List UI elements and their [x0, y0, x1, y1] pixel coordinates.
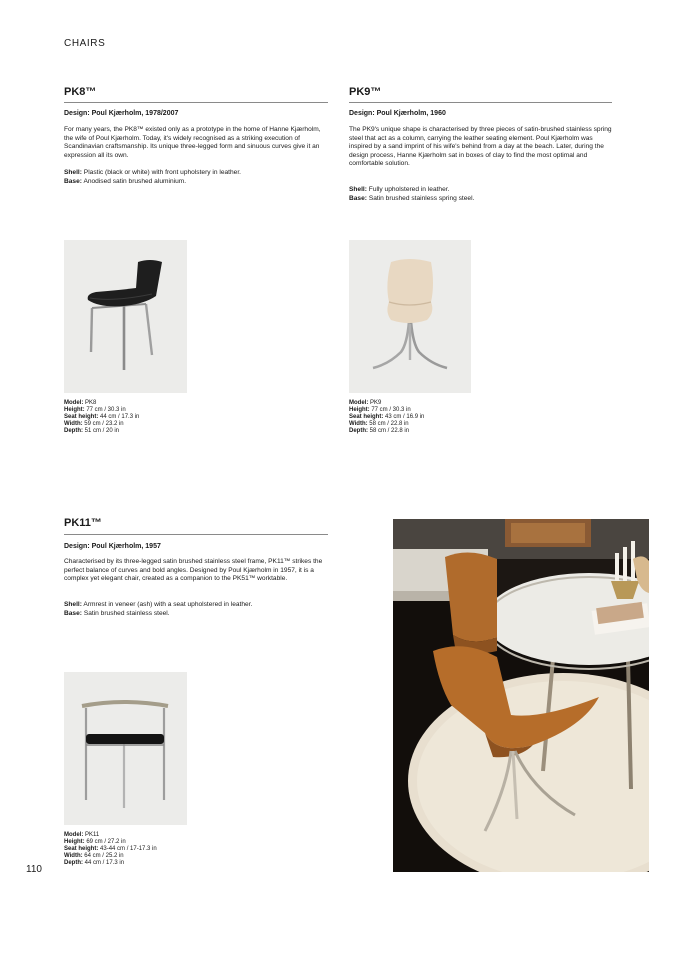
- pk8-spec-label: Width:: [64, 420, 83, 427]
- pk8-designer: Design: Poul Kjærholm, 1978/2007: [64, 110, 179, 117]
- pk9-description: The PK9's unique shape is characterised by three pieces of satin-brushed stainless spring steel that act as a column, carrying the leather seating element. Poul Kjærholm was inspired by a sand imprint of his wife's behind from a day at the beach. Later, during the design process, Hanne Kjærholm sat in boxes of clay to find the most optimal and comfortable solution.: [349, 126, 612, 168]
- interior-lifestyle-photo: [393, 519, 649, 872]
- page-number: 110: [26, 864, 42, 875]
- pk8-base-label: Base:: [64, 177, 82, 185]
- pk9-spec-height: 77 cm / 30.3 in: [371, 406, 411, 413]
- pk9-title: PK9™: [349, 86, 382, 98]
- pk8-shell-label: Shell:: [64, 169, 82, 176]
- pk8-spec-label: Model:: [64, 400, 84, 406]
- pk9-spec-label: Depth:: [349, 427, 368, 434]
- section-label: CHAIRS: [64, 38, 106, 49]
- pk8-spec-seat-height: 44 cm / 17.3 in: [100, 413, 140, 420]
- pk11-spec-label: Depth:: [64, 859, 83, 866]
- pk11-spec-height: 69 cm / 27.2 in: [86, 838, 126, 845]
- pk8-title: PK8™: [64, 86, 97, 98]
- pk9-spec-depth: 58 cm / 22.8 in: [369, 427, 410, 434]
- pk11-rule: [64, 534, 328, 535]
- pk9-base: Satin brushed stainless spring steel.: [368, 194, 475, 202]
- pk8-materials: [64, 169, 326, 186]
- pk11-base: Satin brushed stainless steel.: [83, 609, 170, 617]
- pk9-spec-seat-height: 43 cm / 16.9 in: [385, 413, 425, 420]
- pk8-spec-model: PK8: [85, 400, 97, 406]
- pk8-spec-height: 77 cm / 30.3 in: [86, 406, 126, 413]
- pk9-spec-label: Width:: [349, 420, 368, 427]
- pk11-spec-label: Seat height:: [64, 845, 99, 852]
- pk11-spec-label: Model:: [64, 832, 84, 838]
- pk8-spec-depth: 51 cm / 20 in: [84, 427, 120, 434]
- pk11-spec-label: Width:: [64, 852, 83, 859]
- pk8-spec-width: 59 cm / 23.2 in: [84, 420, 124, 427]
- pk11-spec-seat-height: 43-44 cm / 17-17.3 in: [100, 845, 157, 852]
- pk11-shell-label: Shell:: [64, 601, 82, 608]
- pk9-specs: [349, 400, 424, 435]
- pk11-designer: Design: Poul Kjærholm, 1957: [64, 543, 161, 550]
- pk8-shell: Plastic (black or white) with front upholstery in leather.: [83, 169, 242, 176]
- pk11-spec-model: PK11: [85, 832, 100, 838]
- pk8-specs: [64, 400, 139, 435]
- pk11-specs: [64, 832, 157, 867]
- pk9-rule: [349, 102, 612, 103]
- pk9-shell: Fully upholstered in leather.: [368, 186, 450, 193]
- pk9-base-label: Base:: [349, 194, 367, 202]
- pk11-spec-label: Height:: [64, 838, 85, 845]
- pk8-spec-label: Seat height:: [64, 413, 99, 420]
- pk9-spec-label: Height:: [349, 406, 370, 413]
- pk11-chair-photo: [64, 672, 187, 825]
- pk8-base: Anodised satin brushed aluminium.: [83, 177, 187, 185]
- pk11-spec-width: 64 cm / 25.2 in: [84, 852, 124, 859]
- pk11-spec-depth: 44 cm / 17.3 in: [84, 859, 125, 866]
- pk8-chair-photo: [64, 240, 187, 393]
- pk9-designer: Design: Poul Kjærholm, 1960: [349, 110, 446, 117]
- pk8-rule: [64, 102, 328, 103]
- pk9-spec-width: 58 cm / 22.8 in: [369, 420, 409, 427]
- pk9-materials: [349, 186, 613, 203]
- pk8-spec-label: Height:: [64, 406, 85, 413]
- pk8-description: For many years, the PK8™ existed only as a prototype in the home of Hanne Kjærholm, the wife of Poul Kjærholm. Today, it's widely recognised as a striking execution of Scandinavian craftsmanship. Its unique three-legged form and sinuous curves give it an expression all its own.: [64, 126, 321, 159]
- pk11-title: PK11™: [64, 517, 102, 529]
- pk9-spec-model: PK9: [370, 400, 382, 406]
- pk9-spec-label: Seat height:: [349, 413, 384, 420]
- pk11-description: Characterised by its three-legged satin brushed stainless steel frame, PK11™ strikes the perfect balance of curves and bold angles. Designed by Poul Kjærholm in 1957, it is a complex yet elegant chair, created as a companion to the PK51™ worktable.: [64, 558, 323, 583]
- pk8-spec-label: Depth:: [64, 427, 83, 434]
- pk9-shell-label: Shell:: [349, 186, 367, 193]
- pk11-shell: Armrest in veneer (ash) with a seat upholstered in leather.: [83, 601, 253, 608]
- pk9-chair-photo: [349, 240, 471, 393]
- pk11-materials: [64, 601, 328, 618]
- pk9-spec-label: Model:: [349, 400, 369, 406]
- pk11-base-label: Base:: [64, 609, 82, 617]
